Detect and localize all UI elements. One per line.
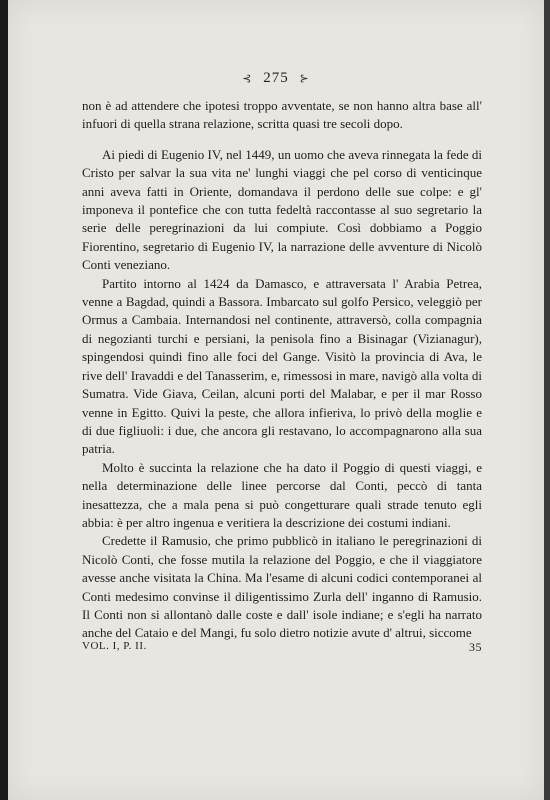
paragraph: Partito intorno al 1424 da Damasco, e attraversata l' Arabia Petrea, venne a Bagdad, quindi a Bassora. Imbarcato sul golfo Persico, veleggiò per Ormus a Cambaia. Internandosi nel continente, attraversò, colla compagnia di negozianti turchi e persiani, la penisola fino a Bisinagar (Vizianagur), spingendosi quindi fino alle foci del Gange. Visitò la provincia di Ava, le rive dell' Iravaddi e del Tanasserim, e, rimessosi in mare, navigò alla volta di Sumatra. Vide Giava, Ceilan, alcuni porti del Malabar, e per il mar Rosso venne in Egitto. Quivi la peste, che allora infieriva, lo privò della moglie e di due figliuoli: i due, che ancora gli restavano, lo accompagnarono alla sua patria. [82, 275, 482, 457]
page-number: 275 [263, 70, 289, 86]
sheet-number: 35 [469, 640, 482, 654]
page-footer [82, 640, 482, 655]
book-page [8, 0, 544, 800]
paragraph: Molto è succinta la relazione che ha dato il Poggio di questi viaggi, e nella determinazione delle linee percorse dal Conti, peccò di tanta inesattezza, che a mala pena si può congetturare quali strade tenuto egli abbia: è per altro ingenua e veritiera la descrizione dei costumi indiani. [82, 459, 482, 530]
scan-edge-left [0, 0, 8, 800]
ornament-left-icon: ⊰ [242, 73, 253, 85]
page-header [8, 70, 544, 87]
paragraph: non è ad attendere che ipotesi troppo avventate, se non hanno altra base all' infuori di quella strana relazione, scritta quasi tre secoli dopo. [82, 98, 482, 132]
paragraph: Ai piedi di Eugenio IV, nel 1449, un uomo che aveva rinnegata la fede di Cristo per salvar la sua vita ne' lunghi viaggi che pel corso di venticinque anni aveva fatti in Oriente, domandava il perdono delle sue colpe: e gl' imponeva il pontefice che con tutta fedeltà raccontasse al suo segretario la serie delle peregrinazioni da lui compiute. Così dobbiamo a Poggio Fiorentino, segretario di Eugenio IV, la narrazione delle avventure di Nicolò Conti veneziano. [82, 146, 482, 273]
ornament-right-icon: ⊱ [299, 73, 310, 85]
body-text [82, 97, 482, 643]
paragraph: Credette il Ramusio, che primo pubblicò in italiano le peregrinazioni di Nicolò Conti, che fosse mutila la relazione del Poggio, e che il viaggiatore avesse anche visitata la China. Ma l'esame di alcuni codici contemporanei al Conti medesimo convinse il diligentissimo Zurla dell' inganno di Ramusio. Il Conti non si allontanò dalle coste e dall' isole indiane; e s'egli ha narrato anche del Cataio e del Mangi, fu solo dietro notizie avute d' altrui, siccome [82, 533, 482, 641]
signature-mark: VOL. I, P. II. [82, 640, 147, 652]
scan-edge-right [544, 0, 550, 800]
